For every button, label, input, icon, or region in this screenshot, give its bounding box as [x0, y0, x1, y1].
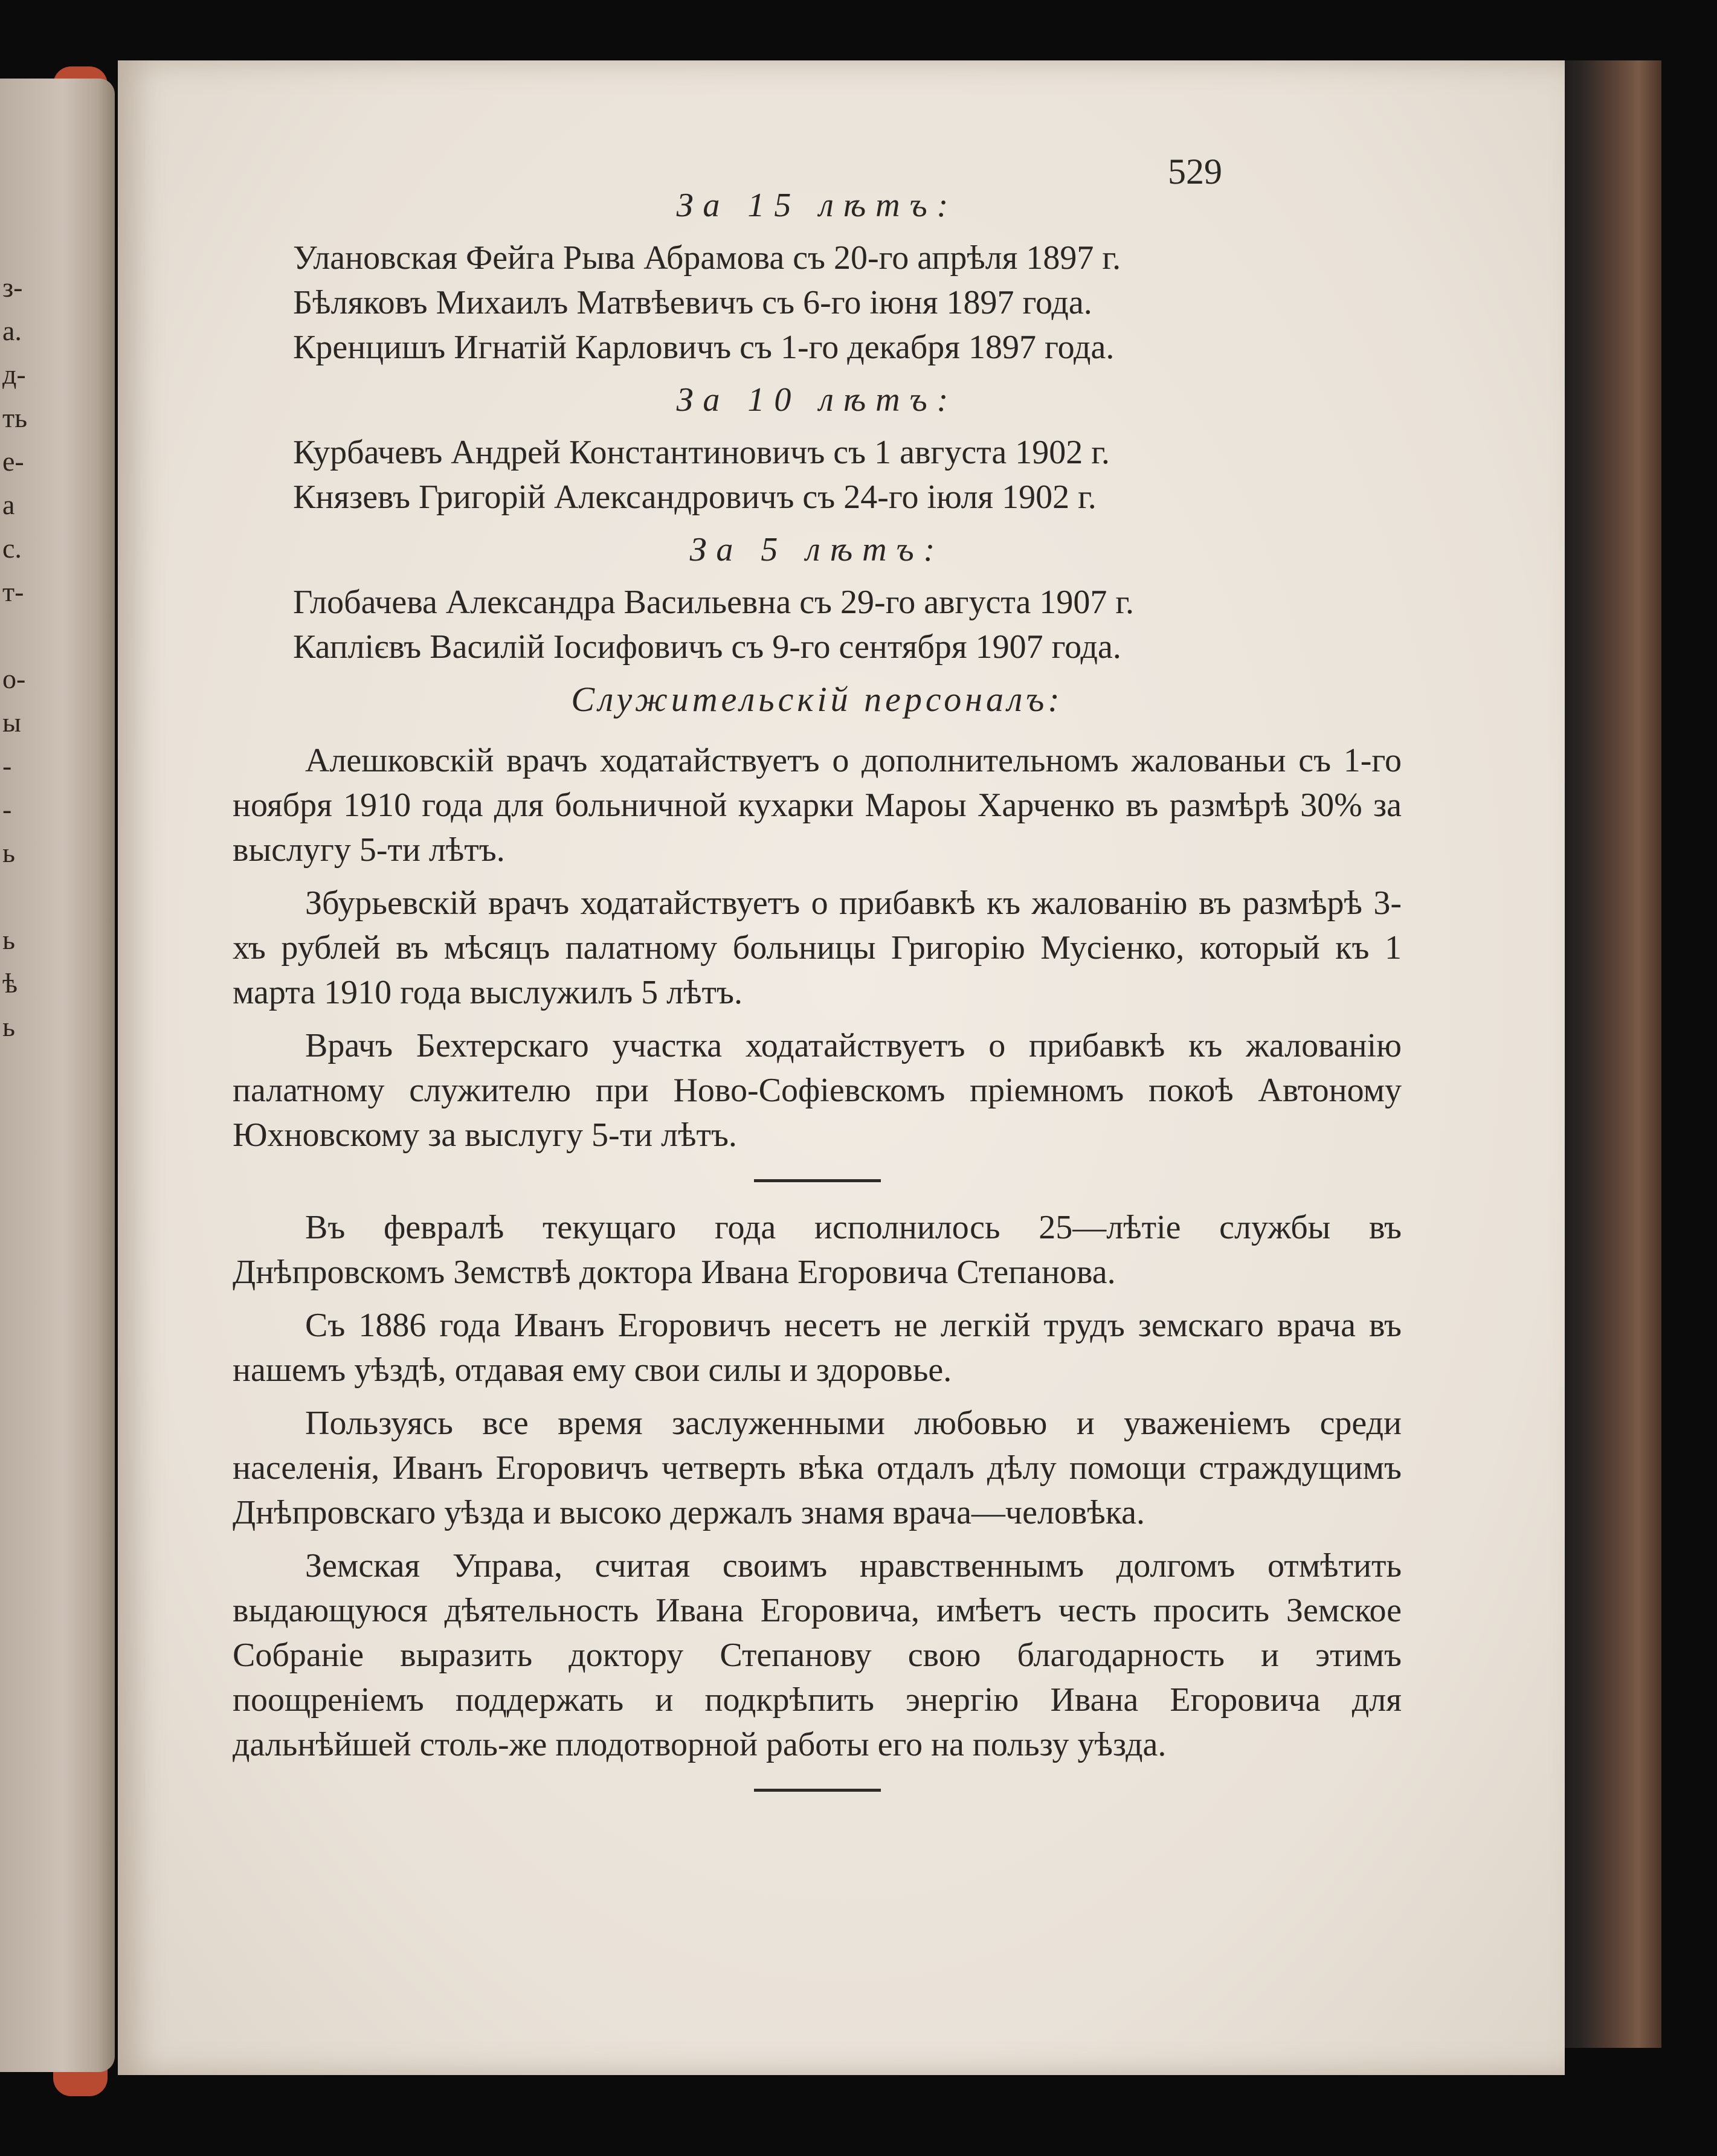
- paragraph: [233, 881, 1402, 1015]
- left-fragment: ь: [2, 837, 15, 868]
- paragraph-text: Збурьевскій врачъ ходатайствуетъ о прибавкѣ къ жалованію въ размѣрѣ 3-хъ рублей въ мѣсяцъ палатному больницы Григорію Мусіенко, который къ 1 марта 1910 года выслужилъ 5 лѣтъ.: [233, 884, 1402, 1011]
- paragraph-text: Врачъ Бехтерскаго участка ходатайствуетъ о прибавкѣ къ жалованію палатному служителю при Ново-Софіевскомъ пріемномъ покоѣ Автоному Юхновскому за выслугу 5-ти лѣтъ.: [233, 1027, 1402, 1154]
- paragraph-text: Пользуясь все время заслуженными любовью и уваженіемъ среди населенія, Иванъ Егоровичъ четверть вѣка отдалъ дѣлу помощи страждущимъ Днѣпровскаго уѣзда и высоко держалъ знамя врача—человѣка.: [233, 1405, 1402, 1531]
- paragraph-text: Земская Управа, считая своимъ нравственнымъ долгомъ отмѣтить выдающуюся дѣятельность Ивана Егоровича, имѣетъ честь просить Земское Собраніе выразить доктору Степанову свою благодарность и этимъ поощреніемъ поддержать и подкрѣпить энергію Ивана Егоровича для дальнѣйшей столь-же плодотворной работы его на пользу уѣзда.: [233, 1547, 1402, 1763]
- left-fragment: [0, 614, 115, 657]
- list-item: Курбачевъ Андрей Константиновичъ съ 1 августа 1902 г.: [293, 434, 1110, 471]
- closing-paragraphs: [233, 1205, 1402, 1767]
- paragraph-text: Съ 1886 года Иванъ Егоровичъ несетъ не легкій трудъ земскаго врача въ нашемъ уѣздѣ, отдавая ему свои силы и здоровье.: [233, 1307, 1402, 1389]
- left-page: [0, 79, 115, 2072]
- end-divider: [754, 1789, 881, 1792]
- page-number: 529: [1168, 152, 1222, 191]
- left-fragment: ы: [2, 707, 21, 738]
- section-heading-staff: Служительскій персоналъ:: [571, 680, 1063, 719]
- list-item: Глобачева Александра Васильевна съ 29-го августа 1907 г.: [293, 584, 1135, 621]
- paragraph-text: Алешковскій врачъ ходатайствуетъ о дополнительномъ жалованьи съ 1-го ноября 1910 года для больничной кухарки Мароы Харченко въ размѣрѣ 30% за выслугу 5-ти лѣтъ.: [233, 742, 1402, 869]
- left-fragment: а.: [2, 315, 22, 346]
- left-fragment: е-: [2, 446, 24, 477]
- staff-paragraphs: [233, 738, 1402, 1157]
- left-fragment: с.: [2, 533, 22, 564]
- paragraph: [233, 1205, 1402, 1295]
- section-heading-5-years: За 5 лѣтъ:: [689, 531, 945, 568]
- list-item: Князевъ Григорій Александровичъ съ 24-го іюля 1902 г.: [293, 478, 1097, 516]
- left-fragment: -: [2, 794, 12, 825]
- left-fragment: ѣ: [2, 968, 18, 999]
- section-divider: [754, 1179, 881, 1182]
- left-fragment: а: [2, 489, 15, 520]
- left-fragment: ь: [2, 924, 15, 955]
- left-page-text-fragments: [0, 266, 115, 1049]
- section-heading-15-years: За 15 лѣтъ:: [676, 187, 958, 224]
- left-fragment: д-: [2, 359, 26, 390]
- list-10-years: [233, 430, 1402, 520]
- list-item: Улановская Фейга Рыва Абрамова съ 20-го апрѣля 1897 г.: [293, 239, 1121, 277]
- left-fragment: т-: [2, 576, 24, 607]
- left-fragment: [0, 875, 115, 918]
- paragraph: [233, 1023, 1402, 1157]
- left-fragment: -: [2, 750, 12, 781]
- left-fragment: ть: [2, 402, 28, 433]
- list-item: Бѣляковъ Михаилъ Матвѣевичъ съ 6-го іюня 1897 года.: [293, 284, 1092, 321]
- paragraph: [233, 1303, 1402, 1392]
- page-text: [233, 133, 1402, 1815]
- paragraph: [233, 1543, 1402, 1767]
- list-item: Каплієвъ Василій Іосифовичъ съ 9-го сентября 1907 года.: [293, 628, 1121, 666]
- list-5-years: [233, 580, 1402, 669]
- left-fragment: з-: [2, 272, 23, 303]
- left-fragment: ь: [2, 1011, 15, 1042]
- list-item: Кренцишъ Игнатій Карловичъ съ 1-го декабря 1897 года.: [293, 329, 1115, 366]
- paragraph-text: Въ февралѣ текущаго года исполнилось 25—лѣтіе службы въ Днѣпровскомъ Земствѣ доктора Ивана Егоровича Степанова.: [233, 1209, 1402, 1291]
- list-15-years: [233, 236, 1402, 370]
- left-fragment: о-: [2, 663, 26, 694]
- book-page: [118, 60, 1565, 2075]
- paragraph: [233, 1401, 1402, 1535]
- section-heading-10-years: За 10 лѣтъ:: [676, 381, 958, 419]
- paragraph: [233, 738, 1402, 872]
